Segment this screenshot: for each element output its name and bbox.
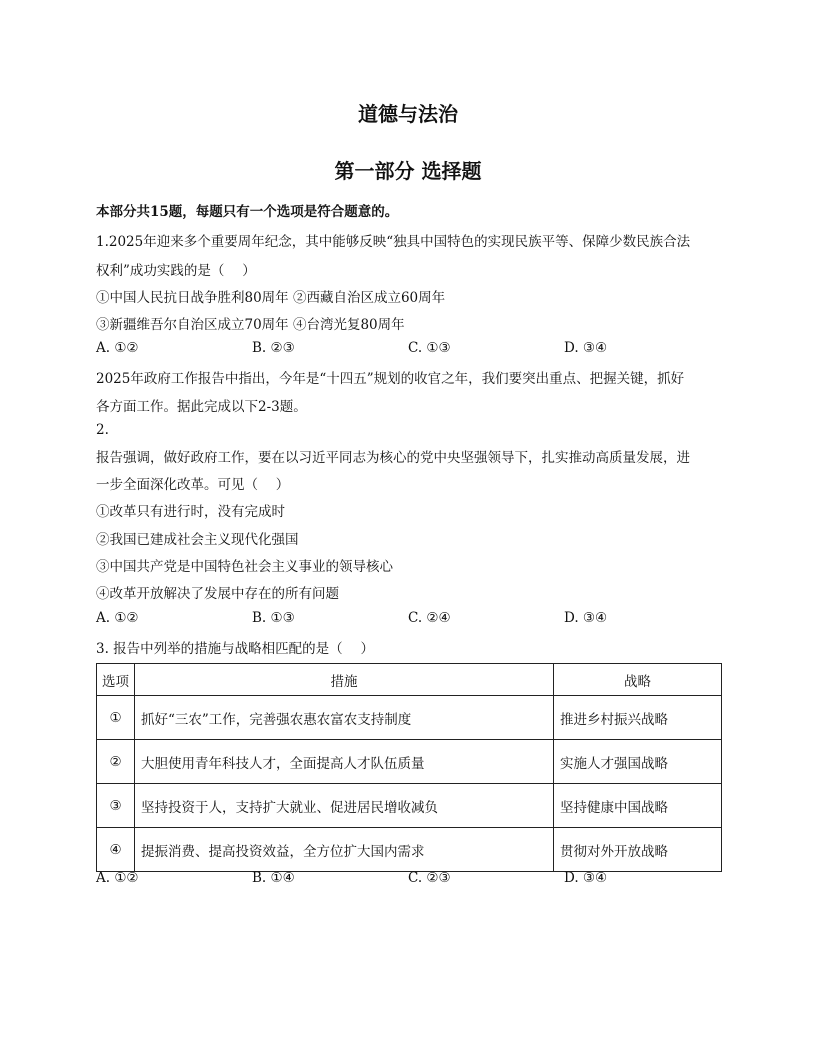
- table-cell-strategy: 贯彻对外开放战略: [554, 828, 722, 872]
- question-2-number: 2.: [96, 422, 109, 438]
- table-cell-option: ②: [97, 740, 135, 784]
- option-a[interactable]: A. ①②: [96, 870, 139, 886]
- table-row: [97, 740, 722, 784]
- material-line2: 各方面工作。据此完成以下2-3题。: [96, 399, 307, 415]
- question-2-item: ③中国共产党是中国特色社会主义事业的领导核心: [96, 559, 393, 575]
- table-row: [97, 696, 722, 740]
- question-3-stem: 3. 报告中列举的措施与战略相匹配的是（ ）: [96, 641, 374, 657]
- option-a[interactable]: A. ①②: [96, 610, 139, 626]
- table-cell-measure: 抓好“三农”工作，完善强农惠农富农支持制度: [135, 696, 554, 740]
- question-2-stem-line1: 报告强调，做好政府工作，要在以习近平同志为核心的党中央坚强领导下，扎实推动高质量发展，进: [96, 450, 690, 466]
- question-2-stem-line2: 一步全面深化改革。可见（ ）: [96, 477, 290, 493]
- material-line1: 2025年政府工作报告中指出，今年是“十四五”规划的收官之年，我们要突出重点、把握关键，抓好: [96, 371, 685, 387]
- question-2-item: ④改革开放解决了发展中存在的所有问题: [96, 586, 339, 602]
- question-1-item: ①中国人民抗日战争胜利80周年 ②西藏自治区成立60周年: [96, 290, 446, 306]
- table-row: [97, 784, 722, 828]
- table-cell-strategy: 实施人才强国战略: [554, 740, 722, 784]
- table-header-row: [97, 664, 722, 696]
- question-1-stem-line2: 权利”成功实践的是（ ）: [96, 263, 256, 279]
- question-1-item: ③新疆维吾尔自治区成立70周年 ④台湾光复80周年: [96, 317, 405, 333]
- table-cell-option: ④: [97, 828, 135, 872]
- strategy-table: [96, 663, 722, 872]
- question-1-stem-line1: 1.2025年迎来多个重要周年纪念，其中能够反映“独具中国特色的实现民族平等、保障少数民族合法: [96, 234, 691, 250]
- table-cell-option: ③: [97, 784, 135, 828]
- table-row: [97, 828, 722, 872]
- table-cell-strategy: 推进乡村振兴战略: [554, 696, 722, 740]
- section-title: 第一部分 选择题: [334, 159, 482, 183]
- table-cell-strategy: 坚持健康中国战略: [554, 784, 722, 828]
- column-header-strategy: 战略: [554, 664, 722, 696]
- option-a[interactable]: A. ①②: [96, 340, 139, 356]
- option-c[interactable]: C. ②④: [408, 610, 451, 626]
- instructions: 本部分共15题，每题只有一个选项是符合题意的。: [96, 204, 399, 220]
- table-cell-measure: 大胆使用青年科技人才，全面提高人才队伍质量: [135, 740, 554, 784]
- column-header-measure: 措施: [135, 664, 554, 696]
- option-c[interactable]: C. ②③: [408, 870, 451, 886]
- table-cell-measure: 坚持投资于人，支持扩大就业、促进居民增收减负: [135, 784, 554, 828]
- column-header-option: 选项: [97, 664, 135, 696]
- option-d[interactable]: D. ③④: [564, 340, 608, 356]
- option-d[interactable]: D. ③④: [564, 610, 608, 626]
- table-cell-measure: 提振消费、提高投资效益，全方位扩大国内需求: [135, 828, 554, 872]
- option-b[interactable]: B. ②③: [252, 340, 295, 356]
- option-b[interactable]: B. ①③: [252, 610, 295, 626]
- question-2-item: ②我国已建成社会主义现代化强国: [96, 532, 299, 548]
- option-b[interactable]: B. ①④: [252, 870, 295, 886]
- option-d[interactable]: D. ③④: [564, 870, 608, 886]
- option-c[interactable]: C. ①③: [408, 340, 451, 356]
- table-cell-option: ①: [97, 696, 135, 740]
- question-2-item: ①改革只有进行时，没有完成时: [96, 504, 285, 520]
- document-title: 道德与法治: [358, 102, 458, 126]
